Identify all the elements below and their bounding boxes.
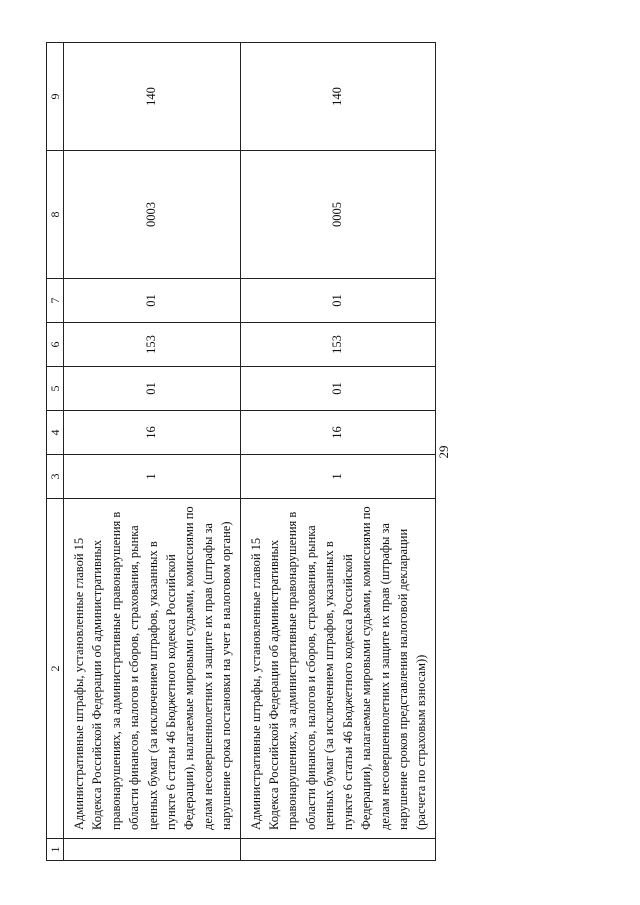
row2-col8: 0005 bbox=[240, 151, 435, 279]
row1-col3: 1 bbox=[64, 455, 241, 499]
header-cell-8: 8 bbox=[47, 151, 64, 279]
header-cell-6: 6 bbox=[47, 323, 64, 367]
row1-col5: 01 bbox=[64, 367, 241, 411]
row1-col7: 01 bbox=[64, 279, 241, 323]
row1-description: Административные штрафы, установленные главой 15 Кодекса Российской Федерации об административных правонарушениях, за административные правонарушения в области финансов, налогов и сборов, страхования, рынка ценных бумаг (за исключением штрафов, указанных в пункте 6 статьи 46 Бюджетного кодекса Российской Федерации), налагаемые мировыми судьями, комиссиями по делам несовершеннолетних и защите их прав (штрафы за нарушение срока постановки на учет в налоговом органе) bbox=[64, 499, 241, 839]
row1-col4: 16 bbox=[64, 411, 241, 455]
header-cell-2: 2 bbox=[47, 499, 64, 839]
header-cell-5: 5 bbox=[47, 367, 64, 411]
table-row bbox=[64, 43, 241, 861]
row2-col6: 153 bbox=[240, 323, 435, 367]
page-number: 29 bbox=[436, 445, 451, 459]
row1-col8: 0003 bbox=[64, 151, 241, 279]
header-cell-1: 1 bbox=[47, 839, 64, 861]
row1-col1 bbox=[64, 839, 241, 861]
rotated-page bbox=[46, 43, 466, 861]
row2-col1 bbox=[240, 839, 435, 861]
row1-col9: 140 bbox=[64, 43, 241, 151]
header-cell-4: 4 bbox=[47, 411, 64, 455]
table-header-row bbox=[47, 43, 64, 861]
budget-codes-table bbox=[46, 42, 436, 861]
table-row bbox=[240, 43, 435, 861]
row2-col9: 140 bbox=[240, 43, 435, 151]
row2-description: Административные штрафы, установленные главой 15 Кодекса Российской Федерации об административных правонарушениях, за административные правонарушения в области финансов, налогов и сборов, страхования, рынка ценных бумаг (за исключением штрафов, указанных в пункте 6 статьи 46 Бюджетного кодекса Российской Федерации), налагаемые мировыми судьями, комиссиями по делам несовершеннолетних и защите их прав (штрафы за нарушение сроков представления налоговой декларации (расчета по страховым взносам)) bbox=[240, 499, 435, 839]
row1-col6: 153 bbox=[64, 323, 241, 367]
landscape-content bbox=[46, 43, 466, 861]
header-cell-9: 9 bbox=[47, 43, 64, 151]
row2-col3: 1 bbox=[240, 455, 435, 499]
row2-col4: 16 bbox=[240, 411, 435, 455]
row2-col5: 01 bbox=[240, 367, 435, 411]
row2-col7: 01 bbox=[240, 279, 435, 323]
header-cell-7: 7 bbox=[47, 279, 64, 323]
header-cell-3: 3 bbox=[47, 455, 64, 499]
